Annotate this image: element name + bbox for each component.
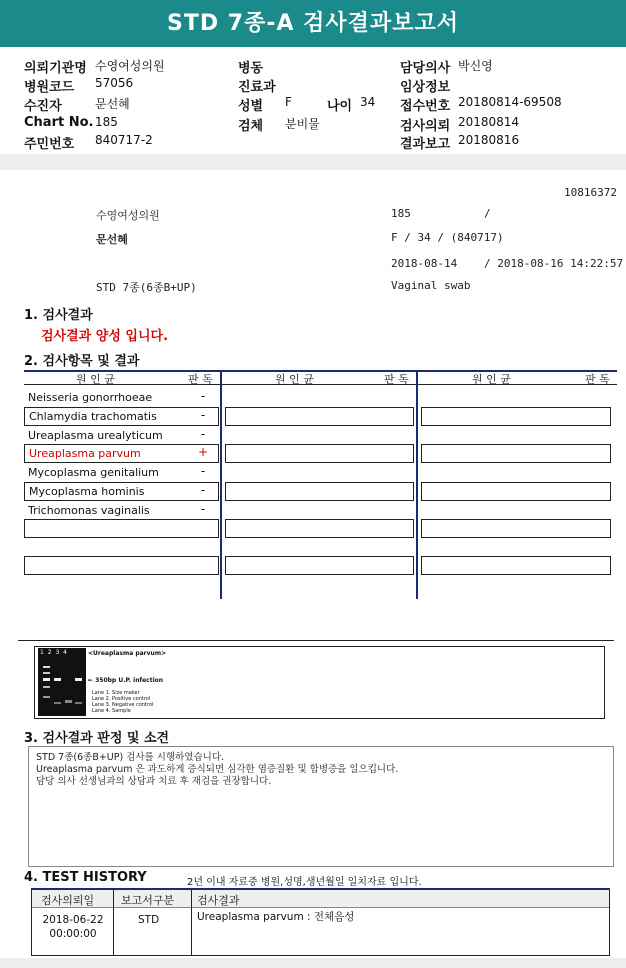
- opinion-line: STD 7종(6종B+UP) 검사를 시행하였습니다.: [36, 752, 225, 763]
- gel-band: [43, 666, 50, 668]
- organism-name: Trichomonas vaginalis: [28, 504, 150, 517]
- value-report-date: 20180816: [458, 133, 520, 147]
- gel-image: [38, 648, 86, 716]
- history-border: [113, 890, 114, 956]
- organism-name-positive: Ureaplasma parvum: [29, 447, 141, 460]
- label-department: 진료과: [238, 80, 276, 95]
- history-border: [31, 955, 610, 956]
- empty-row-box: [225, 519, 414, 538]
- empty-row-box: [421, 407, 611, 426]
- gel-lane-numbers: 1 2 3 4: [40, 649, 68, 656]
- history-border: [191, 890, 192, 956]
- empty-row-box: [225, 444, 414, 463]
- label-chart-no: Chart No.: [24, 115, 94, 130]
- gel-band: [54, 702, 61, 704]
- gel-legend: [92, 690, 153, 714]
- empty-row-box: [421, 444, 611, 463]
- label-age: 나이: [327, 99, 353, 114]
- opinion-line: 담당 의사 선생님과의 상담과 치료 후 재검을 권장합니다.: [36, 776, 272, 787]
- history-date: 2018-06-22: [42, 914, 104, 926]
- summary-patient: 문선혜: [96, 233, 128, 246]
- organism-result: -: [200, 483, 206, 497]
- label-request-date: 검사의뢰: [400, 119, 451, 134]
- history-time: 00:00:00: [49, 928, 97, 940]
- label-resident-no: 주민번호: [24, 137, 75, 152]
- value-sex: F: [285, 95, 292, 109]
- organism-result: -: [200, 427, 206, 441]
- table-divider-1: [220, 370, 222, 599]
- history-result: Ureaplasma parvum : 전체음성: [197, 911, 355, 923]
- summary-received: 2018-08-14: [391, 257, 458, 270]
- label-sex: 성별: [238, 99, 264, 114]
- label-clinical-info: 임상정보: [400, 80, 451, 95]
- organism-row-box-positive: [24, 444, 219, 463]
- value-age: 34: [360, 95, 376, 109]
- table-divider-2: [416, 370, 418, 599]
- history-col-result: 검사결과: [197, 894, 240, 907]
- organism-name: Chlamydia trachomatis: [29, 410, 157, 423]
- col-header-organism-1: 원 인 균: [76, 373, 115, 386]
- history-type: STD: [138, 914, 160, 926]
- gel-legend-item: Lane 2. Positive control: [92, 696, 151, 702]
- organism-name: Mycoplasma hominis: [29, 485, 145, 498]
- empty-row-box: [421, 519, 611, 538]
- label-patient: 수진자: [24, 99, 62, 114]
- section4-title: 4. TEST HISTORY: [24, 870, 147, 885]
- organism-result: -: [200, 464, 206, 478]
- history-header-rule: [31, 907, 610, 908]
- organism-name: Neisseria gonorrhoeae: [28, 391, 153, 404]
- section-divider: [18, 640, 614, 641]
- report-title: STD 7종-A 검사결과보고서: [0, 0, 626, 47]
- section2-title: 2. 검사항목 및 결과: [24, 354, 140, 369]
- empty-row-box: [225, 407, 414, 426]
- gel-band: [65, 700, 72, 703]
- value-receipt-no: 20180814-69508: [458, 95, 562, 109]
- organism-row-box: [24, 482, 219, 501]
- value-hospital-code: 57056: [95, 76, 134, 90]
- col-header-organism-3: 원 인 균: [472, 373, 511, 386]
- value-patient: 문선혜: [95, 97, 130, 111]
- col-header-result-1: 판 독: [188, 373, 213, 386]
- opinion-line: Ureaplasma parvum 은 과도하게 증식되면 심각한 염증질환 및 합병증을 일으킵니다.: [36, 764, 399, 775]
- gel-band: [43, 672, 50, 674]
- gel-title: <Ureaplasma parvum>: [88, 650, 167, 657]
- empty-row-box: [225, 482, 414, 501]
- gel-band: [43, 686, 50, 688]
- footer-bar: [0, 958, 626, 968]
- history-table: [31, 888, 610, 956]
- col-header-organism-2: 원 인 균: [275, 373, 314, 386]
- summary-specimen: Vaginal swab: [391, 279, 471, 292]
- summary-chart: 185: [391, 207, 411, 220]
- section3-title: 3. 검사결과 판정 및 소견: [24, 731, 170, 746]
- gel-band: [43, 678, 50, 681]
- empty-row-box: [225, 556, 414, 575]
- label-hospital: 의뢰기관명: [24, 61, 87, 76]
- organism-result: -: [200, 502, 206, 516]
- organism-name: Mycoplasma genitalium: [28, 466, 159, 479]
- empty-row-box: [421, 482, 611, 501]
- gel-band: [75, 678, 82, 681]
- section1-title: 1. 검사결과: [24, 308, 93, 323]
- summary-hospital: 수영여성의원: [96, 209, 160, 222]
- col-header-result-3: 판 독: [585, 373, 610, 386]
- history-note: 2년 이내 자료중 병원,성명,생년월일 일치자료 입니다.: [187, 877, 422, 888]
- gel-legend-item: Lane 4. Sample: [92, 708, 131, 714]
- organism-result: -: [200, 389, 206, 403]
- opinion-text: [36, 752, 398, 788]
- positive-result-text: 검사결과 양성 입니다.: [41, 329, 169, 344]
- value-request-date: 20180814: [458, 115, 520, 129]
- gel-band: [43, 696, 50, 698]
- gel-legend-item: Lane 1. Size maker: [92, 690, 140, 696]
- col-header-result-2: 판 독: [384, 373, 409, 386]
- summary-reported: / 2018-08-16 14:22:57: [484, 257, 624, 270]
- empty-row-box: [24, 519, 219, 538]
- value-hospital: 수영여성의원: [95, 59, 165, 73]
- label-doctor: 담당의사: [400, 61, 451, 76]
- history-border: [31, 890, 32, 956]
- organism-result-positive: +: [197, 445, 209, 459]
- value-resident-no: 840717-2: [95, 133, 153, 147]
- organism-row-box: [24, 407, 219, 426]
- label-ward: 병동: [238, 61, 264, 76]
- gel-arrow-label: ← 350bp U.P. infection: [88, 677, 164, 684]
- history-col-date: 검사의뢰일: [41, 894, 95, 907]
- value-specimen: 분비물: [285, 117, 320, 131]
- gel-band: [75, 702, 82, 704]
- history-border: [609, 890, 610, 956]
- summary-sex-age: F / 34 / (840717): [391, 231, 504, 244]
- value-doctor: 박신영: [458, 59, 493, 73]
- empty-row-box: [24, 556, 219, 575]
- label-hospital-code: 병원코드: [24, 80, 75, 95]
- label-receipt-no: 접수번호: [400, 99, 451, 114]
- summary-test-name: STD 7종(6종B+UP): [96, 281, 197, 294]
- label-report-date: 결과보고: [400, 137, 451, 152]
- value-chart-no: 185: [95, 115, 118, 129]
- history-col-type: 보고서구분: [121, 894, 175, 907]
- gel-legend-item: Lane 3. Negative control: [92, 702, 154, 708]
- opinion-box: [28, 746, 614, 867]
- label-specimen: 검체: [238, 119, 264, 134]
- header-separator: [0, 154, 626, 170]
- gel-band: [54, 678, 61, 681]
- organism-name: Ureaplasma urealyticum: [28, 429, 163, 442]
- history-header-row: [31, 890, 610, 907]
- organism-result: -: [200, 408, 206, 422]
- report-number: 10816372: [564, 186, 617, 199]
- summary-slash: /: [484, 207, 491, 220]
- empty-row-box: [421, 556, 611, 575]
